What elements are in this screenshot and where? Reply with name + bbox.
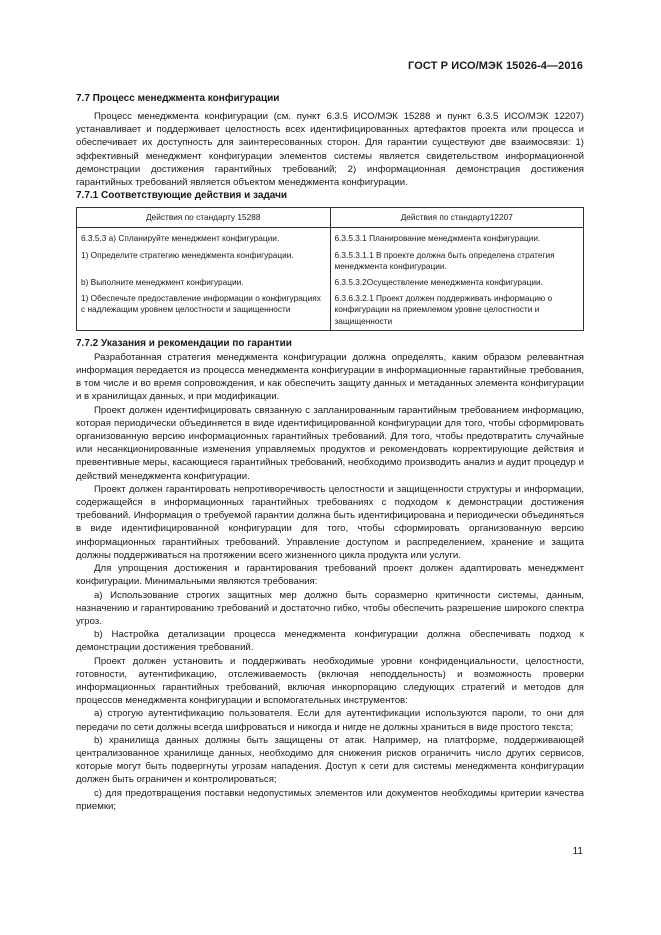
table-row bbox=[77, 291, 584, 330]
table-cell: 1) Определите стратегию менеджмента конфигурации. bbox=[77, 248, 331, 275]
table-cell: 6.3.5.3.2Осуществление менеджмента конфигурации. bbox=[330, 275, 584, 291]
section-7-7-paragraph: Процесс менеджмента конфигурации (см. пункт 6.3.5 ИСО/МЭК 15288 и пункт 6.3.5 ИСО/МЭК 12207) устанавливает и поддерживает целостность всех идентифицированных артефактов проекта или процесса и обеспечивает их доступность для заинтересованных сторон. Для гарантии существуют две взаимосвязи: 1) эффективный менеджмент конфигурации элементов системы является свидетельством информационной демонстрации достижения гарантийных требований; 2) информационная демонстрация достижения гарантийных требований является объектом менеджмента конфигурации. bbox=[76, 111, 584, 189]
list-item: b) хранилища данных должны быть защищены от атак. Например, на платформе, поддерживающей централизованное хранилище данных, необходимо для снижения рисков ограничить число других сервисов, которые могут быть подвергнуты угрозам нападения. Доступ к сети для системы менеджмента конфигурации должен быть ограничен и контролироваться; bbox=[76, 734, 584, 786]
actions-table bbox=[76, 207, 584, 331]
list-item: b) Настройка детализации процесса менеджмента конфигурации должна обеспечивать подход к демонстрации достижения требований. bbox=[76, 629, 584, 654]
section-7-7-title: 7.7 Процесс менеджмента конфигурации bbox=[76, 93, 280, 104]
section-7-7-2-title: 7.7.2 Указания и рекомендации по гарантии bbox=[76, 337, 292, 349]
table-cell: 6.3.5.3.1.1 В проекте должна быть определена стратегия менеджмента конфигурации. bbox=[330, 248, 584, 275]
table-cell: 6.3.6.3.2.1 Проект должен поддерживать информацию о конфигурации на приемлемом уровне целостности и защищенности bbox=[330, 291, 584, 330]
table-cell: b) Выполните менеджмент конфигурации. bbox=[77, 275, 331, 291]
page-number: 11 bbox=[572, 846, 583, 857]
list-item: a) строгую аутентификацию пользователя. Если для аутентификации используются пароли, то они для передачи по сети должны всегда шифроваться и никогда и нигде не должны храниться в виде простого текста; bbox=[76, 708, 584, 733]
table-header-15288: Действия по стандарту 15288 bbox=[77, 208, 331, 228]
document-code-header: ГОСТ Р ИСО/МЭК 15026-4—2016 bbox=[408, 60, 583, 72]
table-row bbox=[77, 275, 584, 291]
list-item: c) для предотвращения поставки недопустимых элементов или документов необходимы критерии качества приемки; bbox=[76, 787, 584, 812]
table-header-12207: Действия по стандарту12207 bbox=[330, 208, 584, 228]
table-row bbox=[77, 248, 584, 275]
paragraph: Проект должен гарантировать непротиворечивость целостности и защищенности структуры и информации, содержащейся в информационных гарантийных требованиях с подходом к демонстрации достижения требований. Информация о требуемой гарантии должна быть идентифицирована и периодически объединяться в виде идентифицированной конфигурации для того, чтобы сформировать организованную версию информационных гарантийных требований. Управление доступом и распределением, хранение и защита должны поддерживаться на протяжении всего жизненного цикла продукта или услуги. bbox=[76, 483, 584, 561]
paragraph: Для упрощения достижения и гарантирования требований проект должен адаптировать менеджмент конфигурации. Минимальными являются требования: bbox=[76, 563, 584, 588]
table-cell: 6.3.5.3 а) Спланируйте менеджмент конфигурации. bbox=[77, 231, 331, 247]
table-row bbox=[77, 231, 584, 247]
table-cell: 6.3.5.3.1 Планирование менеджмента конфигурации. bbox=[330, 231, 584, 247]
section-7-7-1-title: 7.7.1 Соответствующие действия и задачи bbox=[76, 190, 288, 202]
table-header-row bbox=[77, 208, 584, 228]
table-cell: 1) Обеспечьте предоставление информации о конфигурациях с надлежащим уровнем целостности и защищенности bbox=[77, 291, 331, 330]
paragraph: Проект должен установить и поддерживать необходимые уровни конфиденциальности, целостности, готовности, аутентификацию, отслеживаемость (включая неподдельность) и возможность проверки информационных гарантийных требований, включая инкорпорацию следующих стратегий и методов для процессов менеджмента конфигурации и вспомогательных инструментов: bbox=[76, 655, 584, 707]
list-item: a) Использование строгих защитных мер должно быть соразмерно критичности системы, данным, назначению и гарантированию требований и достаточно гибко, чтобы обеспечить разрешение широкого спектра угроз. bbox=[76, 589, 584, 627]
page-content bbox=[76, 92, 584, 813]
paragraph: Разработанная стратегия менеджмента конфигурации должна определять, каким образом релевантная информация передается из процесса менеджмента конфигурации в информационные гарантийные требования, в том числе и во время сопровождения, и как обеспечить защиту данных и метаданных элемента конфигурации и в хранилищах данных, и при модификации. bbox=[76, 351, 584, 403]
paragraph: Проект должен идентифицировать связанную с запланированным гарантийным требованием информацию, которая периодически объединяется в виде идентифицированной конфигурации для того, чтобы сформировать организованную версию информационных гарантийных требований. Для того, чтобы предотвратить случайные или несанкционированные изменения управляемых продуктов и рекомендовать корректирующие действия и превентивные меры, касающиеся гарантийных требований, необходимо производить анализ и аудит процедур и действий менеджмента конфигурации. bbox=[76, 404, 584, 482]
